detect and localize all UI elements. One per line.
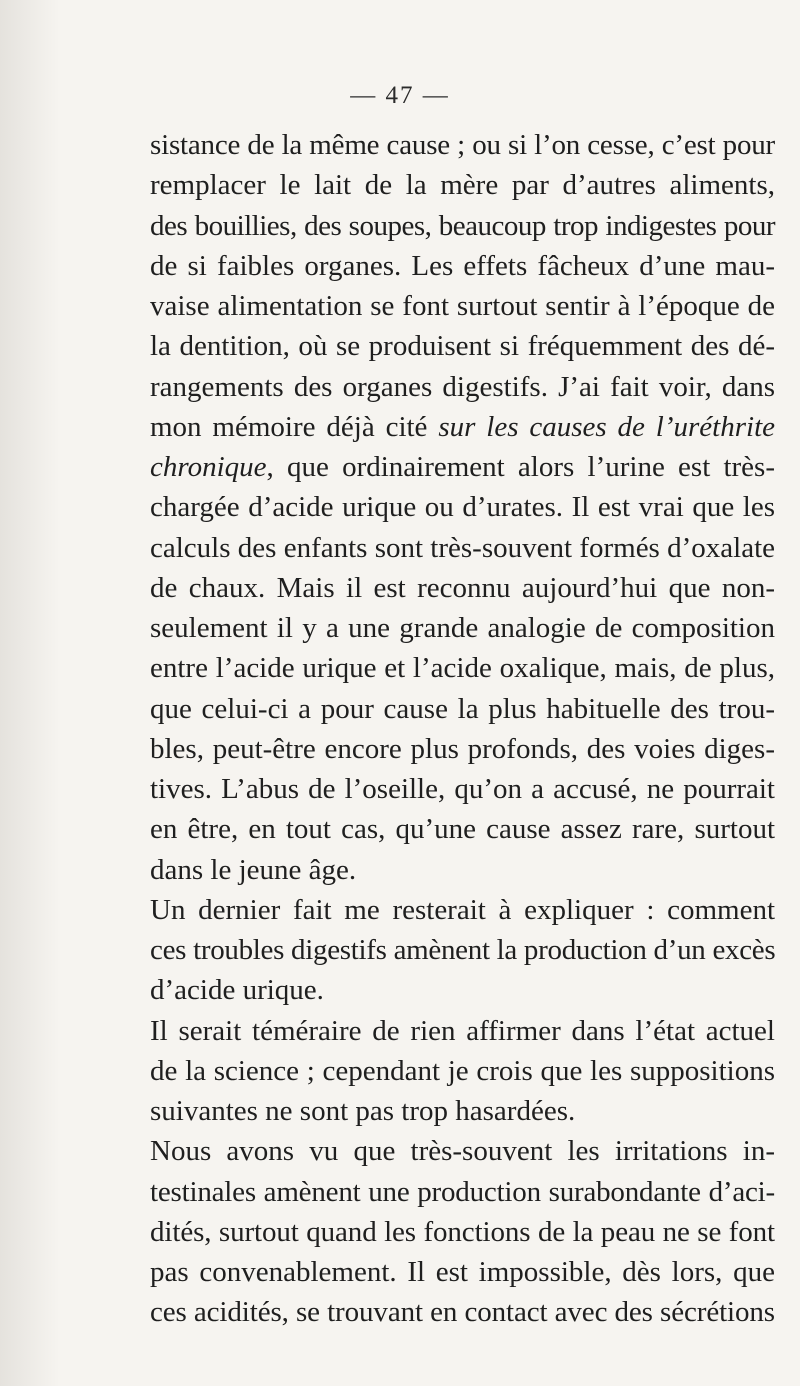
text-line-content: ces acidités, se trouvant en contact avec des sécrétions xyxy=(150,1296,775,1329)
text-line xyxy=(150,1051,775,1091)
text-line xyxy=(150,809,775,849)
text-line xyxy=(150,729,775,769)
text-line-content: de chaux. Mais il est reconnu aujourd’hui que non- xyxy=(150,571,775,604)
italic-title: sur les causes de l’uréthrite xyxy=(438,410,775,443)
text-line-content: tives. L’abus de l’oseille, qu’on a accusé, ne pourrait xyxy=(150,773,775,805)
text-line-content: dités, surtout quand les fonctions de la peau ne se font xyxy=(150,1215,775,1248)
text-line xyxy=(150,125,775,165)
text-line-content: suivantes ne sont pas trop hasardées. xyxy=(150,1095,576,1127)
text-line-content: que celui-ci a pour cause la plus habituelle des trou- xyxy=(150,692,775,725)
page-gutter-shadow xyxy=(0,0,60,1386)
text-line xyxy=(150,447,775,487)
text-line xyxy=(150,689,775,729)
text-line-content: la dentition, où se produisent si fréquemment des dé- xyxy=(150,330,775,363)
text-line xyxy=(150,970,775,1010)
page-number: — 47 — xyxy=(350,82,450,109)
text-line xyxy=(150,246,775,286)
text-line xyxy=(150,930,775,970)
text-line-content: entre l’acide urique et l’acide oxalique, mais, de plus, xyxy=(150,652,775,685)
text-line xyxy=(150,367,775,407)
text-line xyxy=(150,1252,775,1292)
text-line xyxy=(150,648,775,688)
text-line-content: en être, en tout cas, qu’une cause assez rare, surtout xyxy=(150,813,775,846)
text-line-content: d’acide urique. xyxy=(150,974,324,1007)
text-line-content: mon mémoire déjà cité xyxy=(150,410,439,443)
text-line xyxy=(150,1172,775,1212)
text-line-content: de la science ; cependant je crois que les suppositions xyxy=(150,1054,775,1087)
text-line-content: bles, peut-être encore plus profonds, des voies diges- xyxy=(150,732,775,765)
text-line xyxy=(150,487,775,527)
text-line xyxy=(150,206,775,246)
text-line xyxy=(150,850,775,890)
text-line-content: vaise alimentation se font surtout sentir à l’époque de xyxy=(150,290,775,322)
text-line xyxy=(150,568,775,608)
text-line xyxy=(150,165,775,205)
text-line-content: sistance de la même cause ; ou si l’on cesse, c’est pour xyxy=(150,129,775,161)
text-line xyxy=(150,1091,775,1131)
italic-title: chronique xyxy=(150,451,267,483)
text-line-content: , que ordinairement alors l’urine est très- xyxy=(266,451,775,483)
text-line xyxy=(150,326,775,366)
text-line-content: ces troubles digestifs amènent la production d’un excès xyxy=(150,934,776,966)
text-line-content: des bouillies, des soupes, beaucoup trop indigestes pour xyxy=(150,209,775,242)
text-line xyxy=(150,890,775,930)
text-line-content: Nous avons vu que très-souvent les irritations in- xyxy=(150,1135,775,1168)
text-line xyxy=(150,528,775,568)
text-line xyxy=(150,407,775,447)
text-line-content: Il serait téméraire de rien affirmer dans l’état actuel xyxy=(150,1014,775,1047)
text-line xyxy=(150,286,775,326)
text-line xyxy=(150,1212,775,1252)
text-line-content: calculs des enfants sont très-souvent formés d’oxalate xyxy=(150,531,775,564)
text-line-content: testinales amènent une production surabondante d’aci- xyxy=(150,1175,775,1208)
text-line xyxy=(150,1292,775,1332)
text-line-content: Un dernier fait me resterait à expliquer : comment xyxy=(150,893,775,926)
text-line-content: chargée d’acide urique ou d’urates. Il est vrai que les xyxy=(150,491,775,524)
text-line-content: rangements des organes digestifs. J’ai fait voir, dans xyxy=(150,370,775,403)
text-line-content: pas convenablement. Il est impossible, dès lors, que xyxy=(150,1256,775,1288)
text-line-content: seulement il y a une grande analogie de composition xyxy=(150,612,775,644)
text-line-content: remplacer le lait de la mère par d’autres aliments, xyxy=(150,169,775,202)
text-line-content: dans le jeune âge. xyxy=(150,853,357,886)
text-line xyxy=(150,608,775,648)
text-line-content: de si faibles organes. Les effets fâcheux d’une mau- xyxy=(150,249,775,282)
page-body-text xyxy=(150,125,775,1333)
text-line xyxy=(150,1011,775,1051)
text-line xyxy=(150,1131,775,1171)
text-line xyxy=(150,769,775,809)
